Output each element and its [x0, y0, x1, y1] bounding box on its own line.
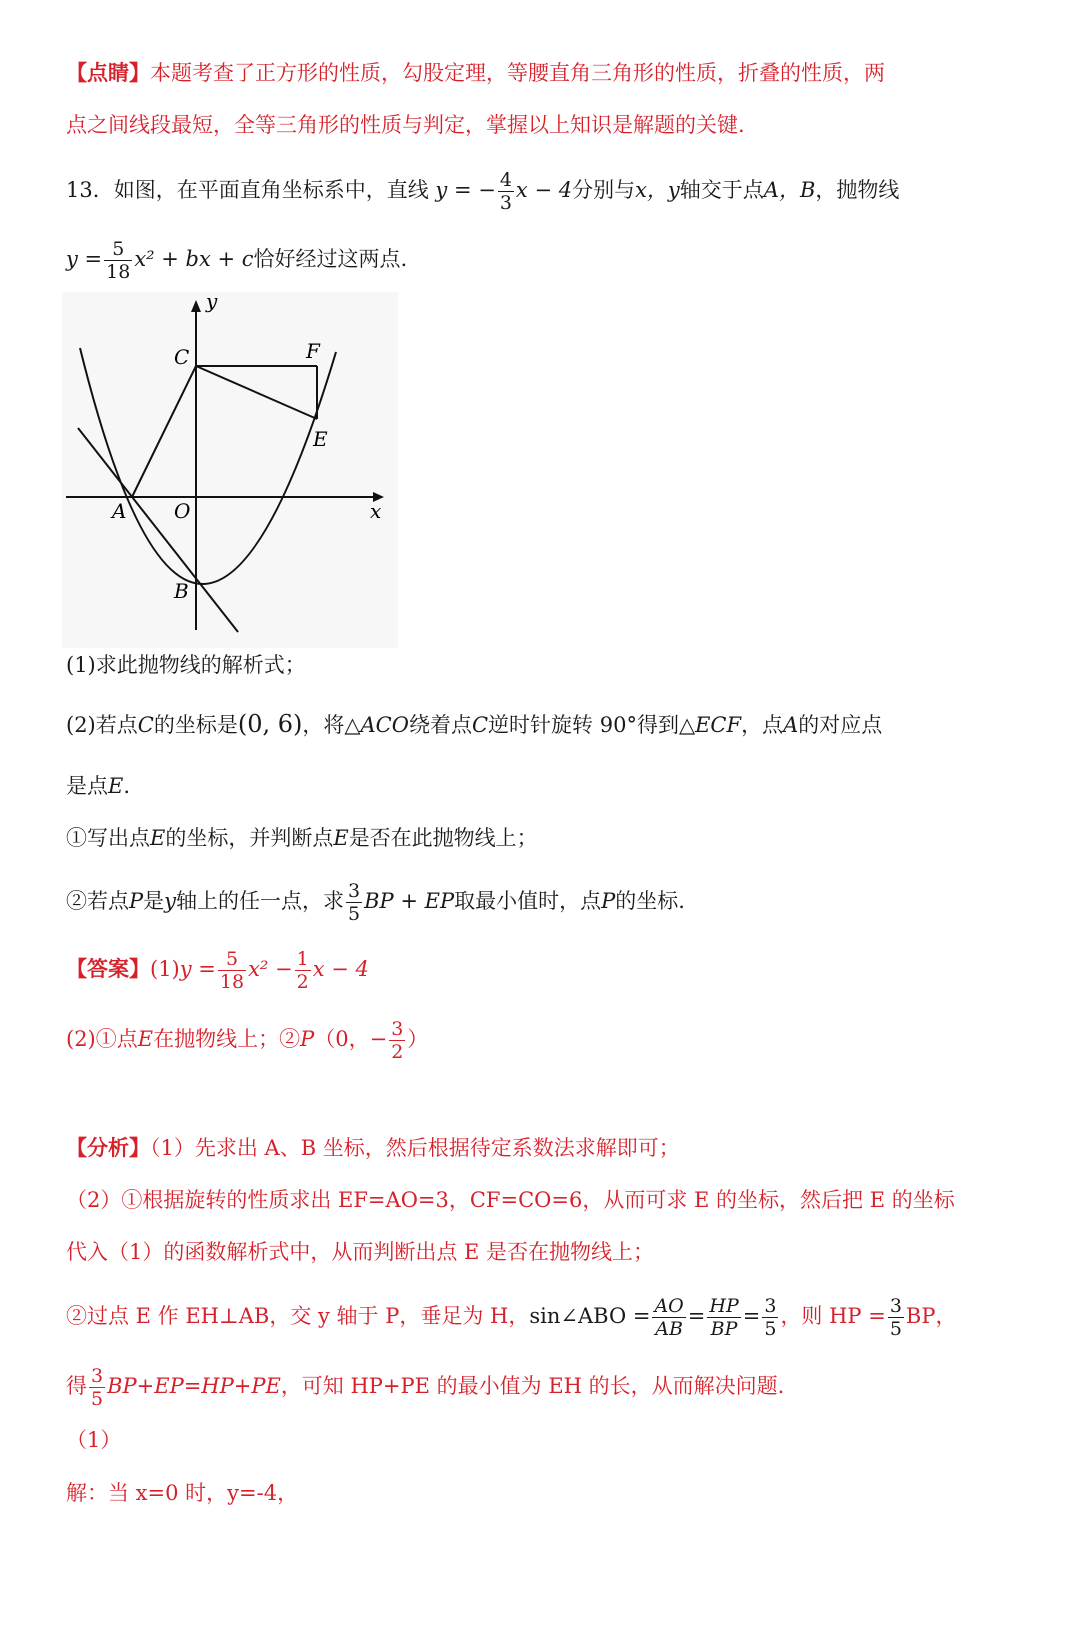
sub2-fraction: [346, 880, 362, 925]
analysis-fraction-3-5: [762, 1295, 778, 1340]
answer-rhs: x − 4: [312, 957, 369, 981]
analysis-fraction-3-5b: [888, 1295, 904, 1340]
answer-term: x² −: [248, 957, 293, 981]
fraction-denominator: 18: [106, 261, 131, 283]
q2-text: 的对应点: [798, 713, 883, 737]
fraction-denominator: 3: [499, 192, 512, 214]
line-equation-fraction: [498, 169, 514, 214]
sub-question-2: [66, 880, 685, 925]
stem-text: 如图，在平面直角坐标系中，直线: [113, 178, 429, 202]
label-e: E: [313, 427, 328, 451]
analysis-line-4: [66, 1295, 956, 1340]
analysis-line-3: [66, 1237, 654, 1267]
q2-text: 逆时针旋转 90°得到△: [488, 713, 696, 737]
answer-tag: 【答案】: [66, 956, 150, 981]
analysis-text: 代入（1）的函数解析式中，从而判断出点 E 是否在抛物线上；: [66, 1240, 655, 1264]
analysis-text: 得: [66, 1374, 87, 1398]
q2-point: E: [108, 774, 124, 798]
coordinate-figure: [60, 290, 400, 650]
question-1: [66, 650, 306, 680]
answer-fraction-3: [389, 1018, 405, 1063]
sub1-text: ①写出点: [66, 826, 150, 850]
q2-text: (2)若点: [66, 713, 138, 737]
label-y: y: [206, 290, 218, 313]
sub1-point: E: [150, 826, 166, 850]
equals-sign: =: [687, 1304, 706, 1328]
analysis-line-7: [66, 1478, 298, 1508]
sin-expression: sin∠ABO =: [529, 1304, 651, 1328]
label-x: x: [370, 499, 382, 523]
label-a: A: [112, 499, 127, 523]
q2-point: A: [783, 713, 799, 737]
sub1-point: E: [333, 826, 349, 850]
fraction-numerator: 5: [104, 238, 132, 261]
q2-text: ，将△: [302, 713, 361, 737]
answer-text: ）: [407, 1027, 429, 1051]
problem-stem-line-2: [66, 238, 407, 283]
parabola-rhs: x² + bx + c: [134, 247, 254, 271]
q2-triangle: ECF: [695, 713, 742, 737]
sub2-expression: BP + EP: [364, 889, 455, 913]
analysis-text: ，可知 HP+PE 的最小值为 EH 的长，从而解决问题.: [280, 1374, 785, 1398]
fraction-numerator: 3: [348, 880, 361, 902]
fraction-numerator: 3: [91, 1365, 104, 1387]
answer-part-label: (1): [150, 957, 180, 981]
stem-points: A，B: [763, 178, 816, 202]
analysis-line-5: [66, 1365, 784, 1410]
analysis-text: （1）: [66, 1428, 122, 1452]
analysis-line-6: [66, 1425, 121, 1455]
fraction-denominator: 18: [219, 971, 245, 993]
fraction-numerator: 4: [499, 169, 512, 191]
fraction-numerator: 1: [296, 948, 309, 970]
label-o: O: [174, 499, 191, 523]
fraction-denominator: 5: [764, 1318, 777, 1340]
fraction-numerator: 3: [391, 1018, 404, 1040]
fraction-denominator: 5: [889, 1318, 902, 1340]
analysis-line-1: [66, 1133, 680, 1163]
sub2-axis: y: [164, 889, 177, 913]
fraction-numerator: AO: [654, 1295, 684, 1317]
sub2-point: P: [129, 889, 144, 913]
q2-coordinate: (0, 6): [237, 710, 303, 738]
q2-point: C: [137, 713, 154, 737]
analysis-line-2: [66, 1185, 955, 1215]
line-equation-lhs: y = −: [435, 178, 496, 202]
stem-text: 轴交于点: [679, 178, 764, 202]
label-b: B: [174, 579, 189, 603]
sub2-text: 轴上的任一点，求: [176, 889, 345, 913]
analysis-expression: BP+EP=HP+PE: [107, 1374, 281, 1398]
question-1-text: (1)求此抛物线的解析式；: [66, 653, 306, 677]
fraction-numerator: 3: [889, 1295, 902, 1317]
answer-lhs: y =: [179, 957, 216, 981]
sub2-text: 是: [143, 889, 165, 913]
analysis-tag: 【分析】: [66, 1135, 150, 1160]
q2-text: 绕着点: [408, 713, 472, 737]
line-equation-rhs: x − 4: [515, 178, 573, 202]
tip-line-1: [66, 58, 885, 88]
stem-text: 恰好经过这两点.: [253, 247, 408, 271]
fraction-numerator: HP: [709, 1295, 739, 1317]
analysis-text: BP，: [905, 1304, 957, 1328]
q2-text: 是点: [66, 774, 108, 798]
parabola-lhs: y =: [66, 247, 103, 271]
analysis-text: ②过点 E 作 EH⊥AB，交 y 轴于 P，垂足为 H，: [66, 1304, 530, 1328]
question-2-line-2: [66, 771, 130, 801]
answer-text: 在抛物线上；②: [153, 1027, 301, 1051]
answer-text: （0，−: [314, 1027, 388, 1051]
fraction-denominator: 5: [348, 903, 361, 925]
question-2-line-1: [66, 709, 882, 740]
q2-text: ，点: [741, 713, 784, 737]
sub2-text: ②若点: [66, 889, 129, 913]
problem-number: 13．: [66, 178, 114, 202]
sub-question-1: [66, 823, 538, 853]
q2-point: C: [471, 713, 489, 737]
fraction-denominator: 2: [296, 971, 309, 993]
analysis-fraction-ao-ab: [652, 1295, 685, 1340]
equals-sign: =: [742, 1304, 761, 1328]
fraction-numerator: 3: [764, 1295, 777, 1317]
q2-triangle: ACO: [360, 713, 409, 737]
sub1-text: 是否在此抛物线上；: [348, 826, 538, 850]
answer-line-1: [66, 948, 369, 993]
sub2-text: 的坐标.: [615, 889, 685, 913]
analysis-text: （2）①根据旋转的性质求出 EF=AO=3，CF=CO=6，从而可求 E 的坐标，然后把 E 的坐标: [66, 1188, 955, 1212]
analysis-fraction-hp-bp: [707, 1295, 740, 1340]
sub2-text: 取最小值时，点: [454, 889, 602, 913]
fraction-denominator: AB: [655, 1318, 683, 1340]
tip-text-2: 点之间线段最短，全等三角形的性质与判定，掌握以上知识是解题的关键.: [66, 113, 745, 137]
tip-text-1: 本题考查了正方形的性质，勾股定理，等腰直角三角形的性质，折叠的性质，两: [150, 61, 885, 85]
fraction-denominator: 5: [91, 1388, 104, 1410]
fraction-denominator: BP: [710, 1318, 738, 1340]
fraction-denominator: 2: [391, 1041, 404, 1063]
sub1-text: 的坐标，并判断点: [165, 826, 334, 850]
tip-line-2: [66, 110, 745, 140]
analysis-text: 解：当 x=0 时，y=-4，: [66, 1481, 299, 1505]
answer-line-2: [66, 1018, 428, 1063]
analysis-text: （1）先求出 A、B 坐标，然后根据待定系数法求解即可；: [150, 1136, 680, 1160]
q2-text: 的坐标是: [153, 713, 238, 737]
stem-text: 分别与: [572, 178, 636, 202]
tip-tag: 【点睛】: [66, 60, 150, 85]
parabola-fraction: [104, 238, 132, 283]
answer-fraction-1: [218, 948, 246, 993]
label-f: F: [306, 339, 320, 363]
stem-axes: x，y: [635, 178, 680, 202]
problem-stem-line-1: [66, 169, 899, 214]
label-c: C: [174, 345, 190, 369]
fraction-numerator: 5: [218, 948, 246, 971]
answer-point: E: [137, 1027, 154, 1051]
analysis-fraction-3-5c: [89, 1365, 105, 1410]
q2-text: .: [123, 774, 131, 798]
answer-fraction-2: [295, 948, 311, 993]
answer-text: (2)①点: [66, 1027, 138, 1051]
answer-point: P: [300, 1027, 315, 1051]
stem-text: ，抛物线: [815, 178, 900, 202]
figure-background: [62, 292, 398, 648]
sub2-point: P: [601, 889, 616, 913]
analysis-text: ，则 HP =: [780, 1304, 886, 1328]
